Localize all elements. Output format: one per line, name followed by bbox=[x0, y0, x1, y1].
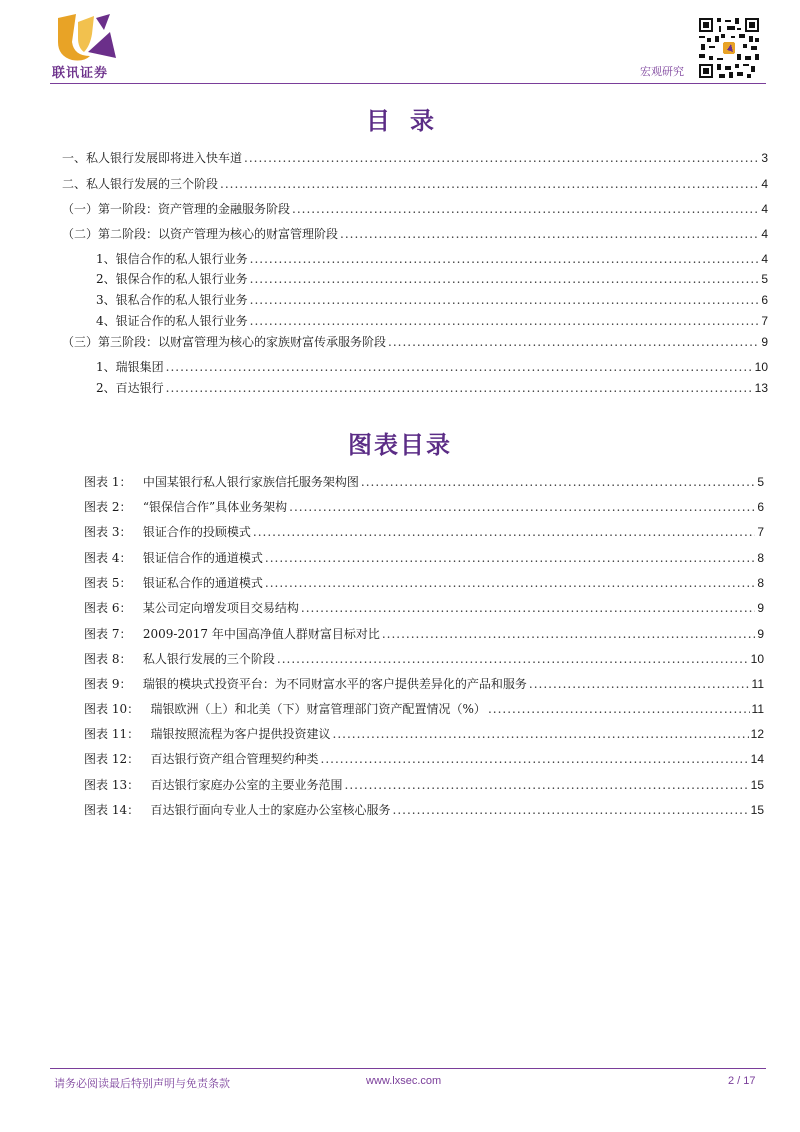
figure-entry[interactable] bbox=[84, 726, 764, 742]
figure-entry[interactable] bbox=[84, 777, 764, 793]
figure-entry-page: 8 bbox=[757, 551, 764, 565]
figure-entry-page: 14 bbox=[750, 752, 764, 766]
dot-leader bbox=[277, 651, 749, 667]
dot-leader bbox=[289, 499, 755, 515]
figure-entry[interactable] bbox=[84, 626, 764, 642]
toc-entry-label: （一）第一阶段：资产管理的金融服务阶段 bbox=[62, 202, 291, 216]
figure-entry-label: 图表 13： 百达银行家庭办公室的主要业务范围 bbox=[84, 778, 343, 792]
toc-entry[interactable] bbox=[62, 334, 768, 350]
toc-entry-page: 9 bbox=[761, 335, 768, 349]
dot-leader bbox=[250, 292, 760, 308]
figure-entry-page: 9 bbox=[757, 601, 764, 615]
header-divider bbox=[50, 83, 766, 84]
dot-leader bbox=[361, 474, 755, 490]
toc-entry-label: 1、瑞银集团 bbox=[96, 360, 164, 374]
toc-entry-page: 5 bbox=[761, 272, 768, 286]
figure-entry-page: 15 bbox=[750, 778, 764, 792]
figure-entry[interactable] bbox=[84, 802, 764, 818]
company-logo-icon bbox=[54, 12, 120, 64]
toc-entry-page: 7 bbox=[761, 314, 768, 328]
toc-entry[interactable] bbox=[96, 313, 768, 329]
footer-divider bbox=[50, 1068, 766, 1069]
toc-entry-label: 2、银保合作的私人银行业务 bbox=[96, 272, 248, 286]
dot-leader bbox=[301, 600, 755, 616]
toc-entry-page: 4 bbox=[761, 177, 768, 191]
toc-entry-label: 1、银信合作的私人银行业务 bbox=[96, 252, 248, 266]
toc-title: 目录 bbox=[366, 107, 454, 135]
figure-entry-label: 图表 12： 百达银行资产组合管理契约种类 bbox=[84, 752, 319, 766]
toc-entry-page: 4 bbox=[761, 227, 768, 241]
dot-leader bbox=[250, 271, 760, 287]
figure-entry-page: 11 bbox=[751, 702, 764, 716]
dot-leader bbox=[333, 726, 749, 742]
dot-leader bbox=[388, 334, 759, 350]
figure-entry-label: 图表 9： 瑞银的模块式投资平台：为不同财富水平的客户提供差异化的产品和服务 bbox=[84, 677, 527, 691]
figure-entry[interactable] bbox=[84, 676, 764, 692]
figure-entry-label: 图表 2： “银保信合作”具体业务架构 bbox=[84, 500, 288, 514]
toc-entry[interactable] bbox=[96, 251, 768, 267]
dot-leader bbox=[253, 524, 755, 540]
figure-entry-label: 图表 5： 银证私合作的通道模式 bbox=[84, 576, 263, 590]
toc-entry[interactable] bbox=[96, 359, 768, 375]
figure-entry[interactable] bbox=[84, 499, 764, 515]
dot-leader bbox=[244, 150, 759, 166]
toc-entry[interactable] bbox=[62, 150, 768, 166]
toc-entry-label: 二、私人银行发展的三个阶段 bbox=[62, 177, 219, 191]
toc-entry[interactable] bbox=[96, 292, 768, 308]
dot-leader bbox=[166, 380, 753, 396]
page-header bbox=[0, 0, 800, 90]
figure-entry-page: 15 bbox=[750, 803, 764, 817]
figure-entry-label: 图表 4： 银证信合作的通道模式 bbox=[84, 551, 263, 565]
dot-leader bbox=[393, 802, 749, 818]
toc-entry[interactable] bbox=[62, 176, 768, 192]
dot-leader bbox=[340, 226, 759, 242]
figure-entry-label: 图表 10： 瑞银欧洲（上）和北美（下）财富管理部门资产配置情况（%） bbox=[84, 702, 486, 716]
figure-entry-page: 7 bbox=[757, 525, 764, 539]
figure-entry-page: 8 bbox=[757, 576, 764, 590]
toc-entry-page: 3 bbox=[761, 151, 768, 165]
dot-leader bbox=[250, 313, 760, 329]
footer-website[interactable]: www.lxsec.com bbox=[366, 1075, 442, 1087]
qr-code-icon bbox=[697, 16, 761, 80]
toc-entry-page: 10 bbox=[754, 360, 768, 374]
figure-entry-page: 5 bbox=[757, 475, 764, 489]
dot-leader bbox=[321, 751, 749, 767]
figure-entry-page: 12 bbox=[750, 727, 764, 741]
figure-entry-label: 图表 11： 瑞银按照流程为客户提供投资建议 bbox=[84, 727, 331, 741]
toc-entry-label: 4、银证合作的私人银行业务 bbox=[96, 314, 248, 328]
dot-leader bbox=[265, 550, 755, 566]
toc-entry-page: 6 bbox=[761, 293, 768, 307]
footer-page-number: 2 / 17 bbox=[728, 1075, 756, 1087]
figure-entry-label: 图表 1： 中国某银行私人银行家族信托服务架构图 bbox=[84, 475, 359, 489]
toc-entry[interactable] bbox=[62, 226, 768, 242]
dot-leader bbox=[292, 201, 759, 217]
toc-entry[interactable] bbox=[96, 271, 768, 287]
figure-entry[interactable] bbox=[84, 600, 764, 616]
dot-leader bbox=[220, 176, 759, 192]
toc-entry-label: （三）第三阶段：以财富管理为核心的家族财富传承服务阶段 bbox=[62, 335, 387, 349]
figure-entry-label: 图表 3： 银证合作的投顾模式 bbox=[84, 525, 251, 539]
toc-entry[interactable] bbox=[96, 380, 768, 396]
figure-entry-page: 9 bbox=[757, 627, 764, 641]
figure-entry[interactable] bbox=[84, 550, 764, 566]
toc-entry-page: 13 bbox=[754, 381, 768, 395]
dot-leader bbox=[382, 626, 755, 642]
dot-leader bbox=[529, 676, 750, 692]
toc-entry[interactable] bbox=[62, 201, 768, 217]
figure-entry-page: 10 bbox=[750, 652, 764, 666]
dot-leader bbox=[265, 575, 755, 591]
logo-text: 联讯证券 bbox=[52, 66, 109, 81]
figure-entry-label: 图表 6： 某公司定向增发项目交易结构 bbox=[84, 601, 299, 615]
dot-leader bbox=[488, 701, 750, 717]
toc-entry-label: 2、百达银行 bbox=[96, 381, 164, 395]
figure-entry-page: 6 bbox=[757, 500, 764, 514]
dot-leader bbox=[345, 777, 749, 793]
toc-entry-label: 一、私人银行发展即将进入快车道 bbox=[62, 151, 243, 165]
toc-entry-page: 4 bbox=[761, 252, 768, 266]
figure-entry-label: 图表 7： 2009-2017 年中国高净值人群财富目标对比 bbox=[84, 627, 380, 641]
figure-entry[interactable] bbox=[84, 651, 764, 667]
figure-entry-label: 图表 8： 私人银行发展的三个阶段 bbox=[84, 652, 275, 666]
figure-entry[interactable] bbox=[84, 751, 764, 767]
toc-entry-label: 3、银私合作的私人银行业务 bbox=[96, 293, 248, 307]
section-label: 宏观研究 bbox=[640, 65, 684, 78]
figure-entry-page: 11 bbox=[751, 677, 764, 691]
footer-disclaimer: 请务必阅读最后特别声明与免责条款 bbox=[54, 1077, 230, 1090]
toc-entry-label: （二）第二阶段：以资产管理为核心的财富管理阶段 bbox=[62, 227, 339, 241]
figure-entry-label: 图表 14： 百达银行面向专业人士的家庭办公室核心服务 bbox=[84, 803, 391, 817]
dot-leader bbox=[250, 251, 760, 267]
figure-entry[interactable] bbox=[84, 575, 764, 591]
figure-list-title: 图表目录 bbox=[348, 431, 452, 459]
figure-entry[interactable] bbox=[84, 701, 764, 717]
figure-entry[interactable] bbox=[84, 474, 764, 490]
figure-entry[interactable] bbox=[84, 524, 764, 540]
dot-leader bbox=[166, 359, 753, 375]
toc-entry-page: 4 bbox=[761, 202, 768, 216]
